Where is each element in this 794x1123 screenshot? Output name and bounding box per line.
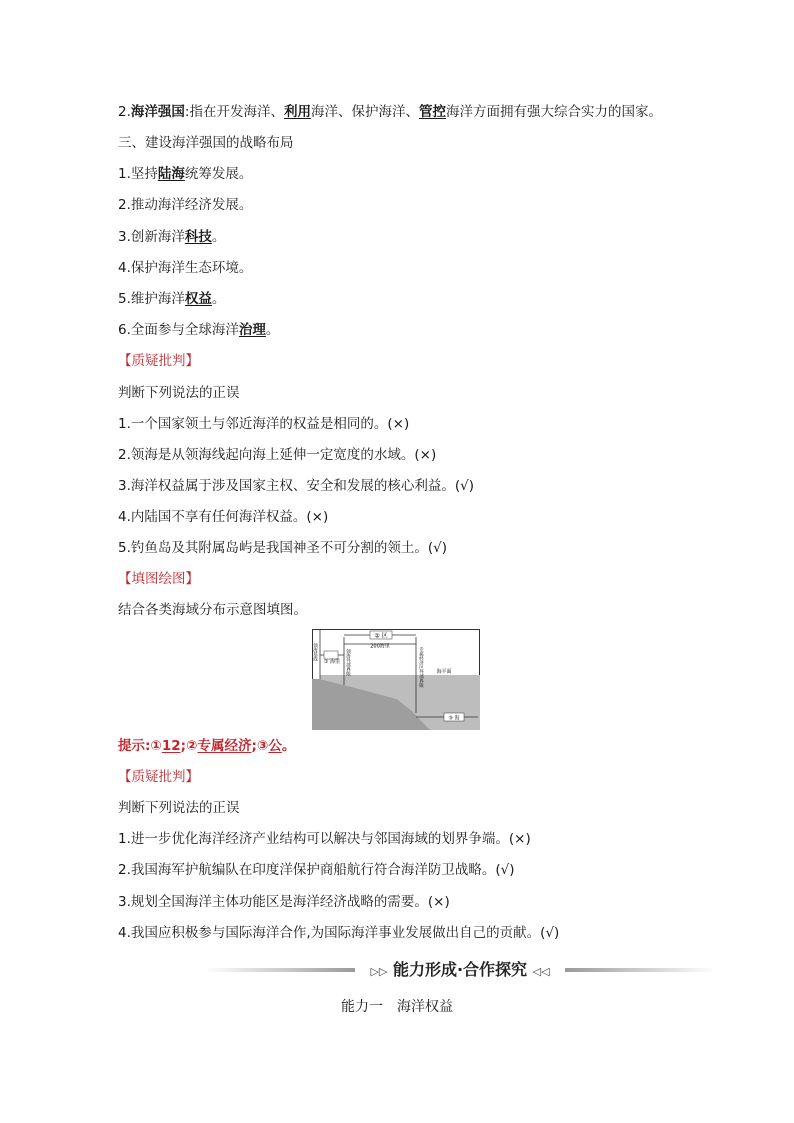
text-segment: 海洋方面拥有强大综合实力的国家。 (445, 104, 662, 120)
section-heading: 三、建设海洋强国的战略布局 (118, 135, 294, 151)
list-item (118, 290, 225, 308)
item-number: 2. (118, 104, 131, 120)
answer-blank: 治理 (238, 322, 266, 338)
high-sea-label: ③ 海 (448, 715, 460, 722)
banner-title: 能力形成·合作探究 (392, 960, 528, 979)
instruction: 判断下列说法的正误 (118, 800, 240, 816)
hint-label: 提示 (118, 738, 145, 754)
text-segment: 。 (211, 229, 226, 245)
list-item (118, 165, 252, 183)
text-segment: 6.全面参与全球海洋 (118, 322, 239, 338)
tag-label: 质疑批判 (131, 353, 186, 369)
answer-blank: 管控 (418, 104, 446, 120)
distance-label: 200海里 (370, 643, 390, 650)
list-item: 2.推动海洋经济发展。 (118, 197, 253, 213)
hint-answer: 12 (161, 738, 181, 754)
sea-zones-diagram (312, 629, 480, 730)
list-item (118, 321, 279, 339)
bracket: 】 (185, 571, 199, 587)
subsection-title: 能力一 海洋权益 (341, 999, 453, 1015)
sea-level-label: 海平面 (436, 669, 452, 675)
judgement-item: 3.规划全国海洋主体功能区是海洋经济战略的需要。(×) (118, 894, 450, 910)
list-item: 4.保护海洋生态环境。 (118, 260, 253, 276)
definition-line (118, 103, 662, 121)
tag-label: 填图绘图 (131, 571, 186, 587)
list-item (118, 228, 225, 246)
text-segment: 。 (265, 322, 280, 338)
text-segment: 海洋、保护海洋、 (310, 104, 419, 120)
instruction: 判断下列说法的正误 (118, 385, 240, 401)
text-segment: 。 (211, 291, 226, 307)
bracket: 【 (118, 353, 132, 369)
judgement-item: 1.一个国家领土与邻近海洋的权益是相同的。(×) (118, 416, 410, 432)
text-segment: ;② (180, 738, 198, 754)
eez-limit-label: 专属经济区外部界限 (418, 647, 424, 688)
text-segment: :① (145, 738, 162, 754)
answer-blank: 陆海 (157, 166, 185, 182)
section-banner (205, 958, 715, 982)
zone-label: ② 区 (374, 632, 388, 640)
term-bold: 海洋强国 (130, 104, 185, 120)
arrow-left-icon: ◁◁ (532, 965, 550, 978)
judgement-item: 2.我国海军护航编队在印度洋保护商船航行符合海洋防卫战略。(√) (118, 862, 515, 878)
bracket: 】 (185, 353, 199, 369)
tag-label: 质疑批判 (131, 769, 186, 785)
hint-answer: 公 (268, 738, 282, 754)
judgement-item: 4.我国应积极参与国际海洋合作,为国际海洋事业发展做出自己的贡献。(√) (118, 925, 560, 941)
arrow-right-icon: ▷▷ (370, 965, 388, 978)
judgement-item: 1.进一步优化海洋经济产业结构可以解决与邻国海域的划界争端。(×) (118, 831, 531, 847)
bracket: 【 (118, 769, 132, 785)
judgement-item: 2.领海是从领海线起向海上延伸一定宽度的水域。(×) (118, 447, 437, 463)
bracket: 【 (118, 571, 132, 587)
answer-blank: 利用 (283, 104, 311, 120)
answer-blank: 权益 (184, 291, 212, 307)
bracket: 】 (185, 769, 199, 785)
section-tag (118, 768, 199, 786)
hint-answer: 专属经济 (197, 738, 252, 754)
text-segment: 5.维护海洋 (118, 291, 185, 307)
text-segment: 统筹发展。 (184, 166, 253, 182)
text-segment: 1.坚持 (118, 166, 158, 182)
nautical-mile-label: ① 海里 (323, 659, 341, 665)
section-tag (118, 570, 199, 588)
territorial-limit-label: 领海外部界限 (345, 649, 351, 676)
judgement-item: 3.海洋权益属于涉及国家主权、安全和发展的核心利益。(√) (118, 478, 475, 494)
instruction: 结合各类海域分布示意图填图。 (118, 602, 307, 618)
answer-blank: 科技 (184, 229, 212, 245)
text-segment: 3.创新海洋 (118, 229, 185, 245)
section-tag (118, 352, 199, 370)
hint-line (118, 737, 295, 755)
baseline-label: 领海基线 (312, 643, 318, 661)
judgement-item: 5.钓鱼岛及其附属岛屿是我国神圣不可分割的领土。(√) (118, 540, 448, 556)
text-segment: ;③ (251, 738, 269, 754)
judgement-item: 4.内陆国不享有任何海洋权益。(×) (118, 509, 329, 525)
text-segment: 。 (281, 738, 296, 754)
text-segment: :指在开发海洋、 (184, 104, 284, 120)
